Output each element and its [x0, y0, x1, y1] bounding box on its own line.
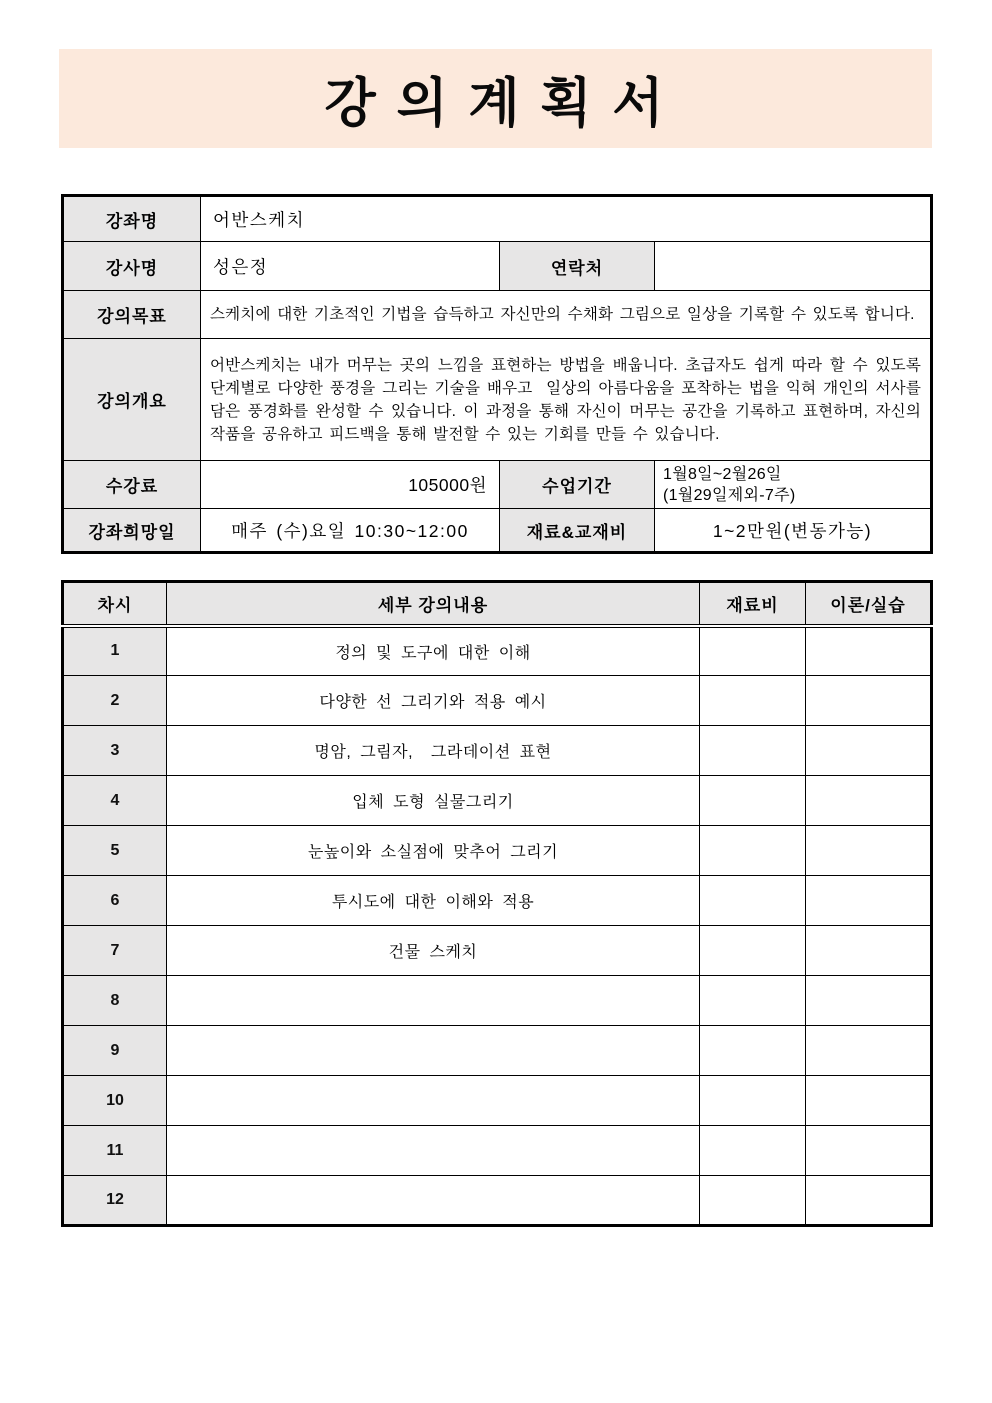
session-theory-practice: [806, 976, 932, 1026]
session-material-cost: [700, 776, 806, 826]
header-material-cost: 재료비: [700, 582, 806, 626]
session-material-cost: [700, 626, 806, 676]
schedule-label: 강좌희망일: [63, 509, 201, 553]
header-theory-practice: 이론/실습: [806, 582, 932, 626]
period-value: [655, 461, 932, 509]
syllabus-row-3: [63, 726, 932, 776]
row-course-name: [63, 196, 932, 242]
session-number: 1: [63, 626, 167, 676]
session-theory-practice: [806, 1176, 932, 1226]
session-material-cost: [700, 926, 806, 976]
syllabus-header-row: [63, 582, 932, 626]
syllabus-row-12: [63, 1176, 932, 1226]
session-material-cost: [700, 976, 806, 1026]
session-number: 10: [63, 1076, 167, 1126]
title-banner: [59, 49, 932, 148]
session-number: 11: [63, 1126, 167, 1176]
session-content: 눈높이와 소실점에 맞추어 그리기: [167, 826, 700, 876]
syllabus-row-6: [63, 876, 932, 926]
syllabus-table: [61, 580, 933, 1227]
session-theory-practice: [806, 1076, 932, 1126]
session-material-cost: [700, 826, 806, 876]
instructor-value: 성은정: [201, 242, 500, 291]
session-content: 투시도에 대한 이해와 적용: [167, 876, 700, 926]
session-material-cost: [700, 1176, 806, 1226]
syllabus-row-7: [63, 926, 932, 976]
objective-text: 스케치에 대한 기초적인 기법을 습득하고 자신만의 수채화 그림으로 일상을 기록할 수 있도록 합니다.: [201, 291, 932, 339]
session-content: [167, 1026, 700, 1076]
course-name-value: 어반스케치: [201, 196, 932, 242]
objective-label: 강의목표: [63, 291, 201, 339]
session-material-cost: [700, 676, 806, 726]
syllabus-row-8: [63, 976, 932, 1026]
header-session: 차시: [63, 582, 167, 626]
period-line1: 1월8일~2월26일: [663, 465, 782, 483]
overview-text: 어반스케치는 내가 머무는 곳의 느낌을 표현하는 방법을 배웁니다. 초급자도 쉽게 따라 할 수 있도록 단계별로 다양한 풍경을 그리는 기술을 배우고 일상의 아름다움을 포착하는 법을 익혀 개인의 서사를 담은 풍경화를 완성할 수 있습니다. 이 과정을 통해 자신이 머무는 공간을 기록하고 표현하며, 자신의 작품을 공유하고 피드백을 통해 발전할 수 있는 기회를 만들 수 있습니다.: [201, 339, 932, 461]
session-material-cost: [700, 1076, 806, 1126]
syllabus-row-9: [63, 1026, 932, 1076]
session-theory-practice: [806, 776, 932, 826]
schedule-value: 매주 (수)요일 10:30~12:00: [201, 509, 500, 553]
row-schedule: [63, 509, 932, 553]
session-content: [167, 976, 700, 1026]
session-material-cost: [700, 1126, 806, 1176]
session-number: 3: [63, 726, 167, 776]
instructor-label: 강사명: [63, 242, 201, 291]
row-objective: [63, 291, 932, 339]
course-info-table: [61, 194, 933, 554]
session-theory-practice: [806, 876, 932, 926]
session-material-cost: [700, 726, 806, 776]
session-content: 명암, 그림자, 그라데이션 표현: [167, 726, 700, 776]
session-number: 4: [63, 776, 167, 826]
row-overview: [63, 339, 932, 461]
session-number: 12: [63, 1176, 167, 1226]
contact-label: 연락처: [500, 242, 655, 291]
syllabus-row-5: [63, 826, 932, 876]
fee-value: 105000원: [201, 461, 500, 509]
session-number: 2: [63, 676, 167, 726]
session-theory-practice: [806, 626, 932, 676]
session-theory-practice: [806, 826, 932, 876]
session-number: 5: [63, 826, 167, 876]
session-number: 7: [63, 926, 167, 976]
session-number: 6: [63, 876, 167, 926]
period-label: 수업기간: [500, 461, 655, 509]
materials-label: 재료&교재비: [500, 509, 655, 553]
session-theory-practice: [806, 676, 932, 726]
session-theory-practice: [806, 726, 932, 776]
session-content: [167, 1176, 700, 1226]
session-content: [167, 1076, 700, 1126]
contact-value: [655, 242, 932, 291]
fee-label: 수강료: [63, 461, 201, 509]
session-theory-practice: [806, 1126, 932, 1176]
row-instructor: [63, 242, 932, 291]
syllabus-row-11: [63, 1126, 932, 1176]
syllabus-row-1: [63, 626, 932, 676]
session-content: [167, 1126, 700, 1176]
session-number: 9: [63, 1026, 167, 1076]
syllabus-row-4: [63, 776, 932, 826]
materials-value: 1~2만원(변동가능): [655, 509, 932, 553]
page-title: 강 의 계 획 서: [324, 73, 667, 133]
session-material-cost: [700, 1026, 806, 1076]
syllabus-row-2: [63, 676, 932, 726]
overview-label: 강의개요: [63, 339, 201, 461]
session-theory-practice: [806, 926, 932, 976]
session-number: 8: [63, 976, 167, 1026]
session-content: 정의 및 도구에 대한 이해: [167, 626, 700, 676]
syllabus-row-10: [63, 1076, 932, 1126]
course-name-label: 강좌명: [63, 196, 201, 242]
period-line2: (1월29일제외-7주): [663, 486, 796, 504]
header-content: 세부 강의내용: [167, 582, 700, 626]
session-content: 다양한 선 그리기와 적용 예시: [167, 676, 700, 726]
row-fee: [63, 461, 932, 509]
session-material-cost: [700, 876, 806, 926]
session-content: 건물 스케치: [167, 926, 700, 976]
session-content: 입체 도형 실물그리기: [167, 776, 700, 826]
session-theory-practice: [806, 1026, 932, 1076]
